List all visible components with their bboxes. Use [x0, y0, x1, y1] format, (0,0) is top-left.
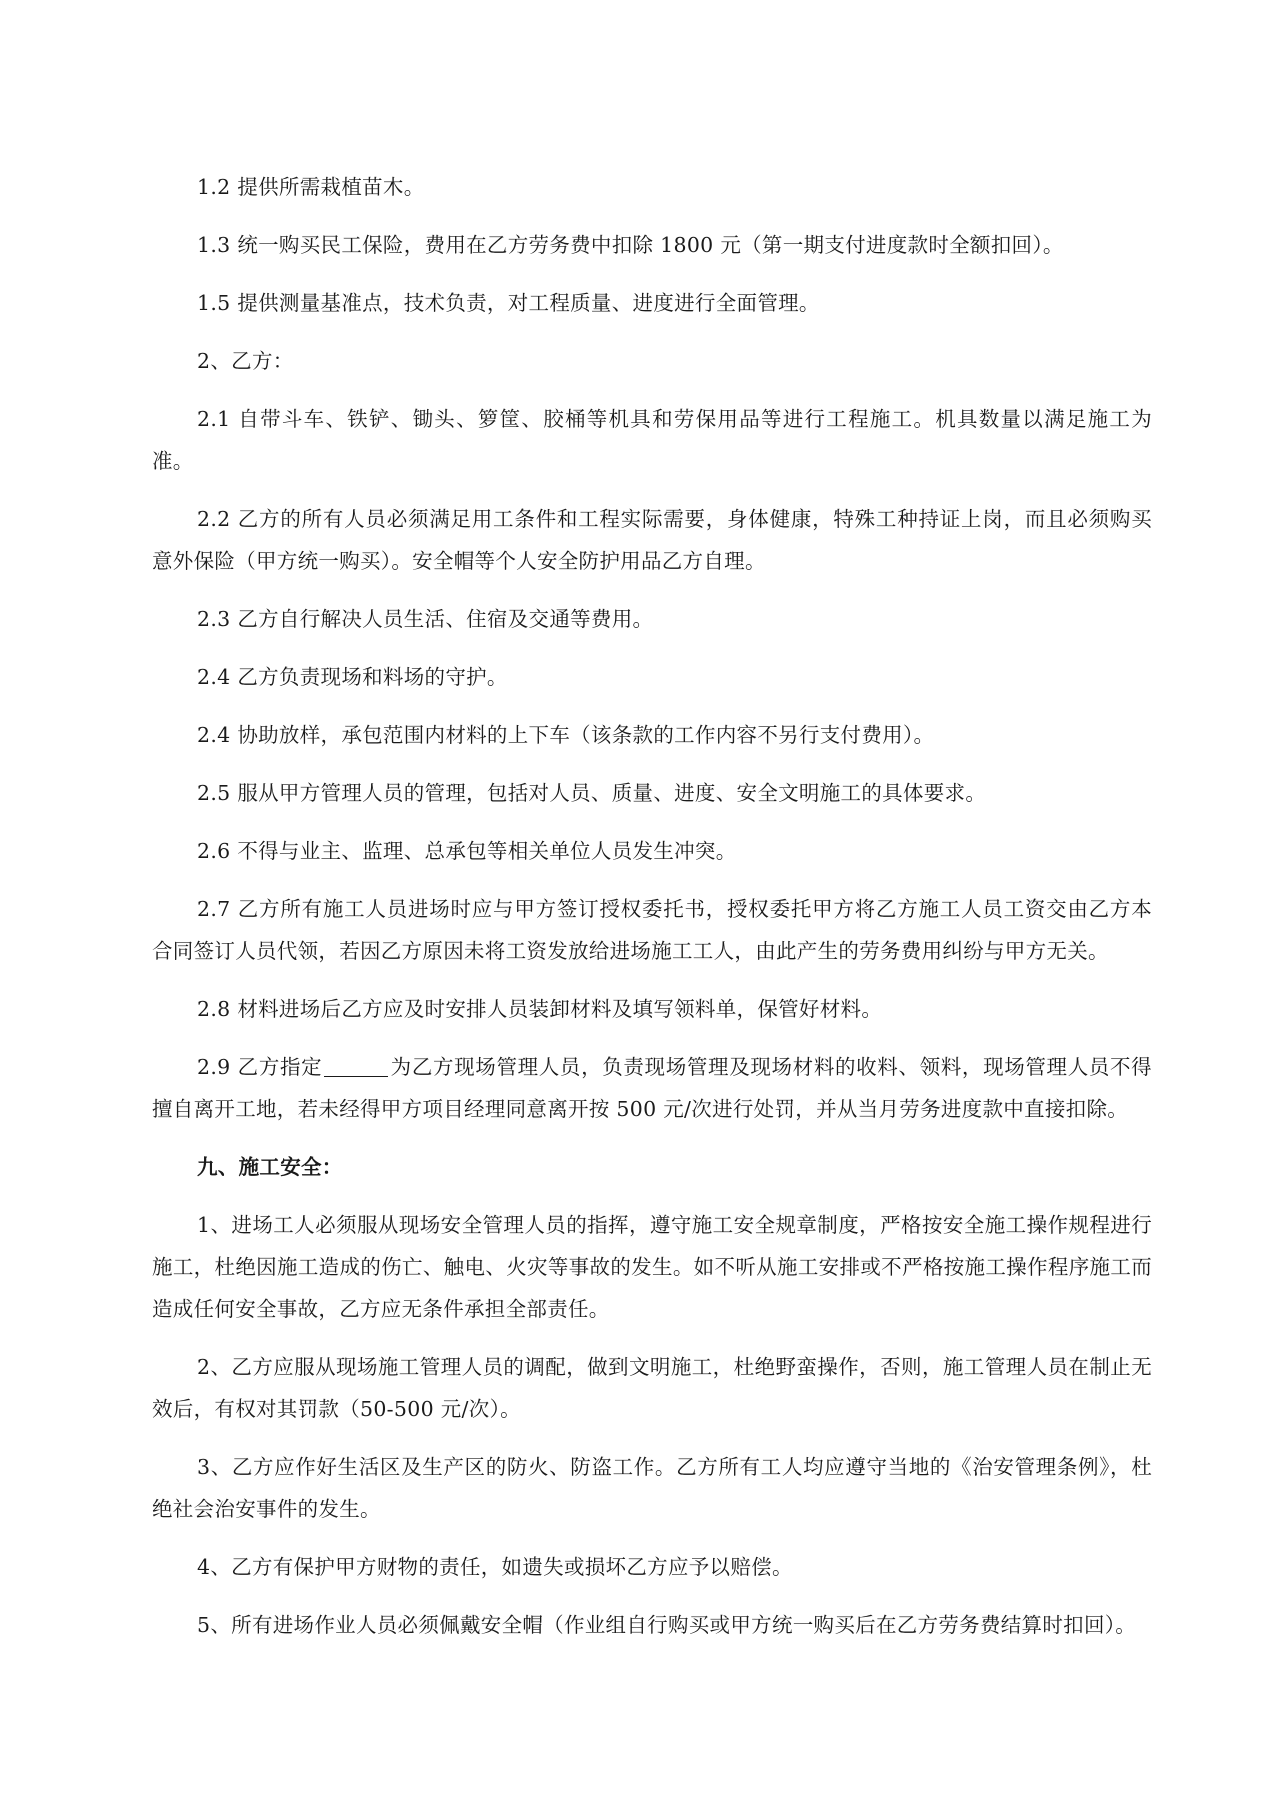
clause-1-3: 1.3 统一购买民工保险，费用在乙方劳务费中扣除 1800 元（第一期支付进度款时全额扣回）。: [197, 233, 1064, 257]
clause-2-9-prefix: 2.9 乙方指定: [197, 1055, 323, 1079]
manager-name-blank: [324, 1056, 388, 1077]
clause-1-5: 1.5 提供测量基准点，技术负责，对工程质量、进度进行全面管理。: [197, 291, 820, 315]
clause-2-8: 2.8 材料进场后乙方应及时安排人员装卸材料及填写领料单，保管好材料。: [197, 997, 883, 1021]
safety-clause-5: 5、所有进场作业人员必须佩戴安全帽（作业组自行购买或甲方统一购买后在乙方劳务费结算时扣回）。: [197, 1613, 1137, 1637]
safety-clause-4: 4、乙方有保护甲方财物的责任，如遗失或损坏乙方应予以赔偿。: [197, 1555, 793, 1579]
clause-2-7: 2.7 乙方所有施工人员进场时应与甲方签订授权委托书，授权委托甲方将乙方施工人员工资交由乙方本合同签订人员代领，若因乙方原因未将工资发放给进场施工工人，由此产生的劳务费用纠纷与甲方无关。: [152, 897, 1152, 963]
clause-2-4a: 2.4 乙方负责现场和料场的守护。: [197, 665, 508, 689]
clause-2-9: [152, 1046, 1152, 1130]
safety-clause-2: 2、乙方应服从现场施工管理人员的调配，做到文明施工，杜绝野蛮操作，否则，施工管理人员在制止无效后，有权对其罚款（50-500 元/次）。: [152, 1355, 1152, 1421]
clause-2-2: 2.2 乙方的所有人员必须满足用工条件和工程实际需要，身体健康，特殊工种持证上岗，而且必须购买意外保险（甲方统一购买）。安全帽等个人安全防护用品乙方自理。: [152, 507, 1152, 573]
section-2-title: 2、乙方：: [197, 349, 294, 373]
clause-2-4b: 2.4 协助放样，承包范围内材料的上下车（该条款的工作内容不另行支付费用）。: [197, 723, 935, 747]
document-body: [152, 166, 1152, 1662]
clause-2-5: 2.5 服从甲方管理人员的管理，包括对人员、质量、进度、安全文明施工的具体要求。: [197, 781, 987, 805]
clause-2-9-body: 为乙方现场管理人员，负责现场管理及现场材料的收料、领料，现场管理人员不得擅自离开工地，若未经得甲方项目经理同意离开按 500 元/次进行处罚，并从当月劳务进度款中直接扣除。: [152, 1055, 1152, 1121]
clause-2-3: 2.3 乙方自行解决人员生活、住宿及交通等费用。: [197, 607, 654, 631]
clause-2-6: 2.6 不得与业主、监理、总承包等相关单位人员发生冲突。: [197, 839, 737, 863]
safety-clause-3: 3、乙方应作好生活区及生产区的防火、防盗工作。乙方所有工人均应遵守当地的《治安管理条例》，杜绝社会治安事件的发生。: [152, 1455, 1152, 1521]
clause-1-2: 1.2 提供所需栽植苗木。: [197, 175, 425, 199]
safety-clause-1: 1、进场工人必须服从现场安全管理人员的指挥，遵守施工安全规章制度，严格按安全施工操作规程进行施工，杜绝因施工造成的伤亡、触电、火灾等事故的发生。如不听从施工安排或不严格按施工操作程序施工而造成任何安全事故，乙方应无条件承担全部责任。: [152, 1213, 1152, 1321]
clause-2-1: 2.1 自带斗车、铁铲、锄头、箩筐、胶桶等机具和劳保用品等进行工程施工。机具数量以满足施工为准。: [152, 407, 1152, 473]
section-9-title: 九、施工安全：: [197, 1155, 343, 1179]
